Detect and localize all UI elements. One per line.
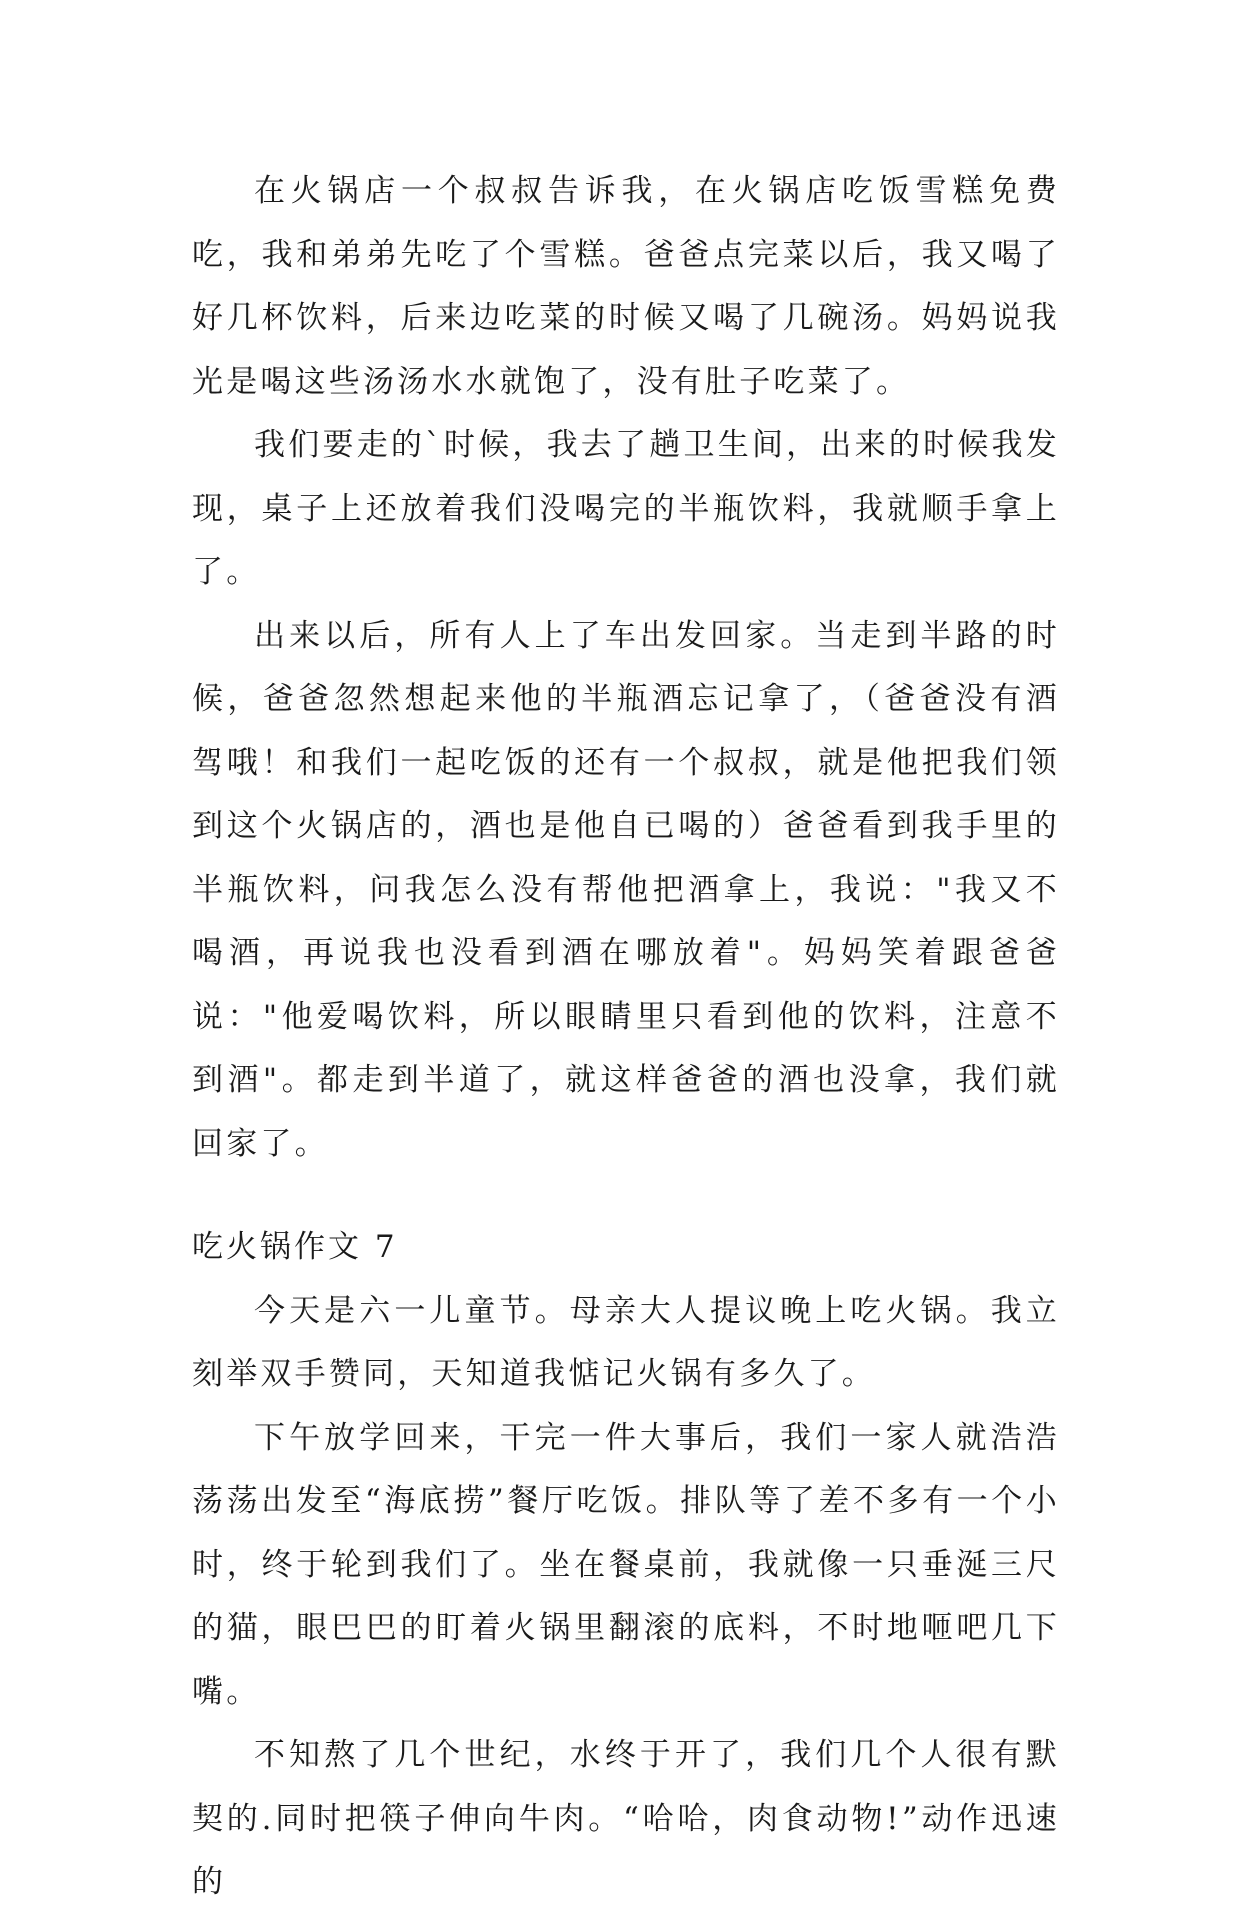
section-heading: 吃火锅作文 7 bbox=[192, 1229, 398, 1265]
paragraph: 出来以后，所有人上了车出发回家。当走到半路的时候，爸爸忽然想起来他的半瓶酒忘记拿了，（爸爸没有酒驾哦！和我们一起吃饭的还有一个叔叔，就是他把我们领到这个火锅店的，酒也是他自已喝的）爸爸看到我手里的半瓶饮料，问我怎么没有帮他把酒拿上，我说："我又不喝酒，再说我也没看到酒在哪放着"。妈妈笑着跟爸爸说："他爱喝饮料，所以眼睛里只看到他的饮料，注意不到酒"。都走到半道了，就这样爸爸的酒也没拿，我们就回家了。 bbox=[192, 617, 1060, 1162]
paragraph: 不知熬了几个世纪，水终于开了，我们几个人很有默契的.同时把筷子伸向牛肉。“哈哈，肉食动物!”动作迅速的 bbox=[192, 1737, 1060, 1900]
paragraph: 下午放学回来，干完一件大事后，我们一家人就浩浩荡荡出发至“海底捞”餐厅吃饭。排队等了差不多有一个小时，终于轮到我们了。坐在餐桌前，我就像一只垂涎三尺的猫，眼巴巴的盯着火锅里翻滚的底料，不时地咂吧几下嘴。 bbox=[192, 1419, 1060, 1710]
paragraph: 在火锅店一个叔叔告诉我，在火锅店吃饭雪糕免费吃，我和弟弟先吃了个雪糕。爸爸点完菜以后，我又喝了好几杯饮料，后来边吃菜的时候又喝了几碗汤。妈妈说我光是喝这些汤汤水水就饱了，没有肚子吃菜了。 bbox=[192, 173, 1060, 400]
paragraph: 今天是六一儿童节。母亲大人提议晚上吃火锅。我立刻举双手赞同，天知道我惦记火锅有多久了。 bbox=[192, 1292, 1060, 1392]
paragraph: 我们要走的`时候，我去了趟卫生间，出来的时候我发现，桌子上还放着我们没喝完的半瓶饮料，我就顺手拿上了。 bbox=[192, 427, 1060, 590]
document-body bbox=[192, 160, 1060, 1915]
